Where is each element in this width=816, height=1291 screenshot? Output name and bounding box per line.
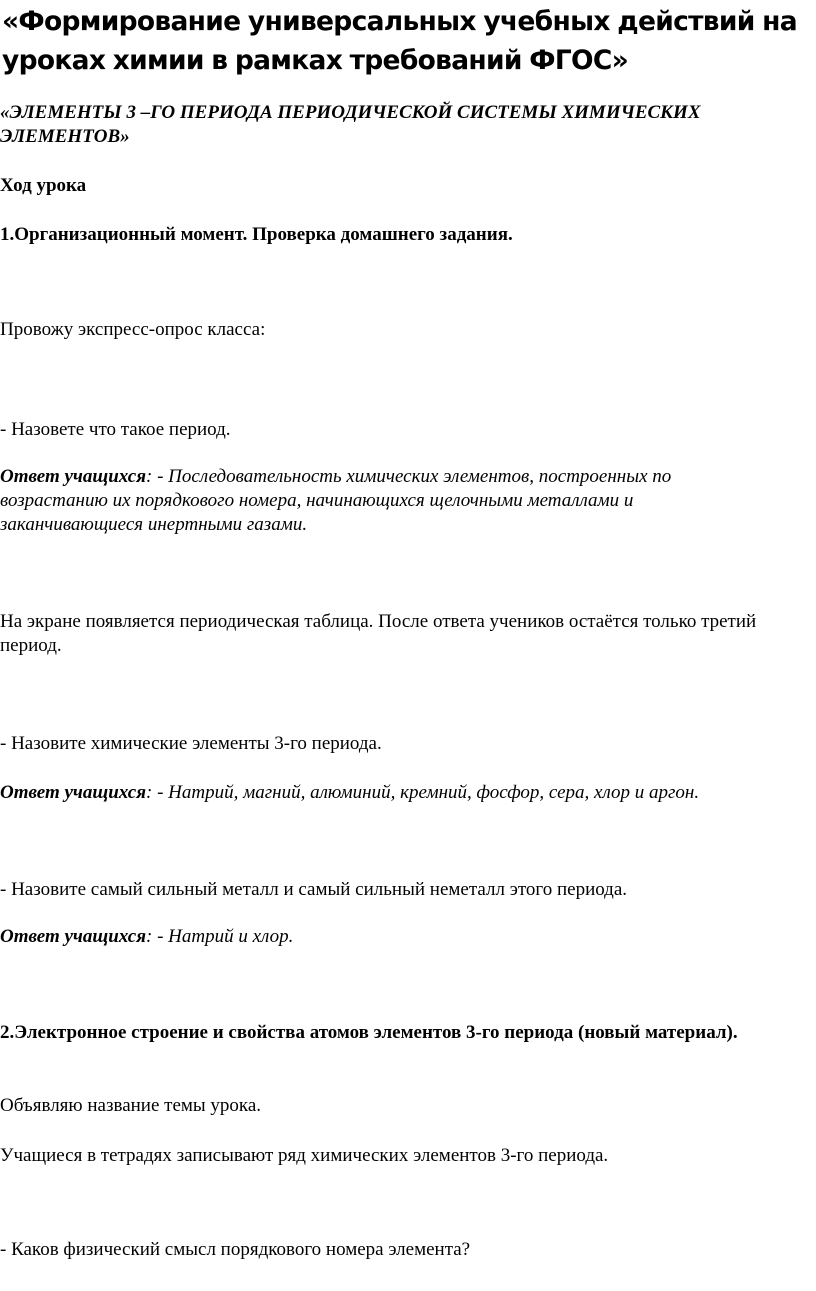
announce-paragraph: Объявляю название темы урока. [0,1095,262,1116]
answer-3-text: : - Натрий и хлор. [146,926,294,947]
answer-label: Ответ учащихся [0,926,147,947]
question-2: - Назовите химические элементы 3-го периода. [0,733,382,754]
answer-label: Ответ учащихся [0,466,147,487]
section-1-heading: 1.Организационный момент. Проверка домашнего задания. [0,224,513,245]
question-1: - Назовете что такое период. [0,419,231,440]
question-4: - Каков физический смысл порядкового номера элемента? [0,1239,471,1260]
answer-2 [0,781,780,805]
answer-label: Ответ учащихся [0,782,147,803]
answer-2-text: : - Натрий, магний, алюминий, кремний, фосфор, сера, хлор и аргон. [146,782,700,803]
question-3: - Назовите самый сильный металл и самый сильный неметалл этого периода. [0,879,628,900]
intro-paragraph: Провожу экспресс-опрос класса: [0,319,266,340]
section-2-heading: 2.Электронное строение и свойства атомов элементов 3-го периода (новый материал). [0,1022,738,1043]
students-write-paragraph: Учащиеся в тетрадях записывают ряд химических элементов 3-го периода. [0,1145,609,1166]
lesson-progress-heading: Ход урока [0,175,87,196]
screen-note-paragraph: На экране появляется периодическая таблица. После ответа учеников остаётся только третий период. [0,611,757,656]
lesson-topic: «ЭЛЕМЕНТЫ 3 –ГО ПЕРИОДА ПЕРИОДИЧЕСКОЙ СИСТЕМЫ ХИМИЧЕСКИХ ЭЛЕМЕНТОВ» [0,102,701,147]
document-title: «Формирование универсальных учебных действий на уроках химии в рамках требований ФГОС» [2,6,797,76]
answer-1 [0,465,780,537]
answer-1-text: : - Последовательность химических элементов, построенных по возрастанию их порядкового номера, начинающихся щелочными металлами и заканчивающиеся инертными газами. [0,466,672,535]
answer-3 [0,925,780,949]
